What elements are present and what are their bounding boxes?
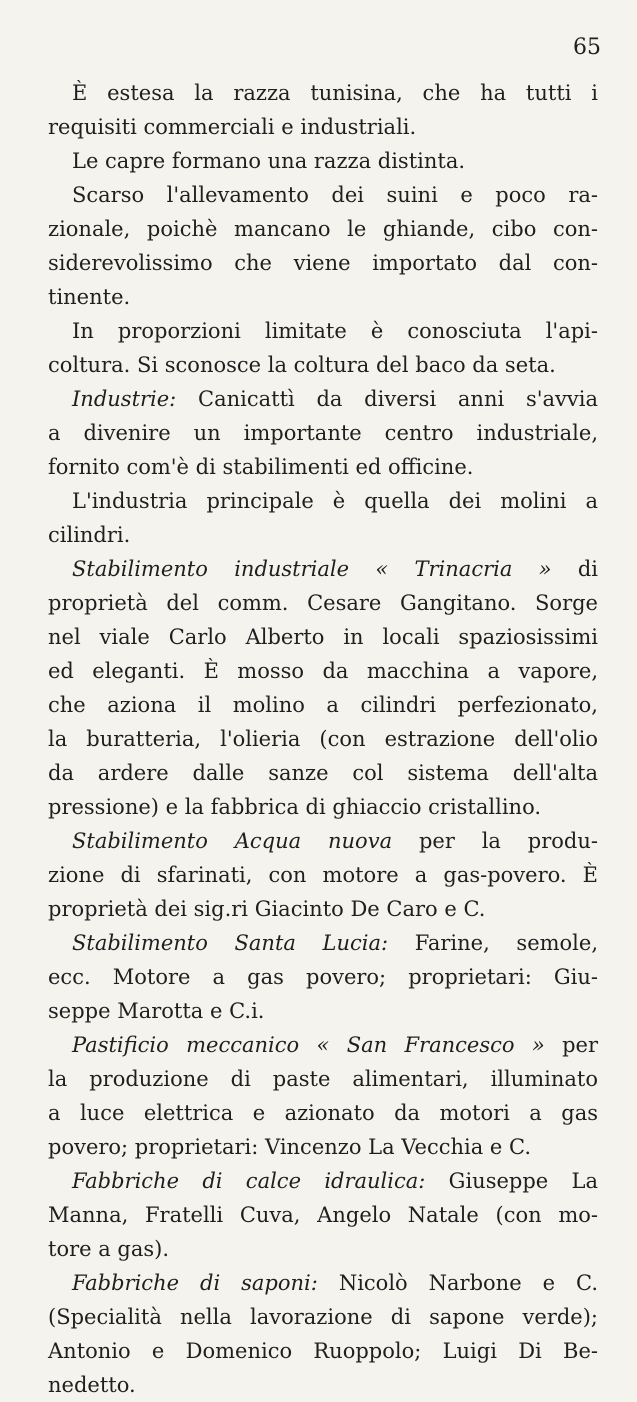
italic-heading: Fabbriche di saponi: — [72, 1271, 318, 1295]
italic-heading: Industrie: — [72, 387, 177, 411]
paragraph — [48, 552, 598, 824]
line-text: Giuseppe La — [425, 1169, 598, 1193]
text-line — [48, 110, 598, 144]
paragraph — [48, 178, 598, 314]
line-text: proprietà dei sig.ri Giacinto De Caro e C. — [48, 897, 486, 921]
paragraph — [48, 824, 598, 926]
line-text: Manna, Fratelli Cuva, Angelo Natale (con mo- — [48, 1203, 598, 1227]
text-line — [48, 620, 598, 654]
paragraph — [48, 314, 598, 382]
text-line — [48, 688, 598, 722]
line-text: a divenire un importante centro industriale, — [48, 421, 598, 445]
text-line — [48, 858, 598, 892]
paragraph — [48, 382, 598, 484]
line-text: È estesa la razza tunisina, che ha tutti i — [72, 81, 598, 105]
text-line — [48, 824, 598, 858]
line-text: per la produ- — [392, 829, 598, 853]
text-line — [48, 280, 598, 314]
line-text: la produzione di paste alimentari, illuminato — [48, 1067, 598, 1091]
line-text: siderevolissimo che viene importato dal con- — [48, 251, 598, 275]
text-line — [48, 518, 598, 552]
line-text: la buratteria, l'olieria (con estrazione dell'olio — [48, 727, 598, 751]
line-text: a luce elettrica e azionato da motori a gas — [48, 1101, 598, 1125]
line-text: fornito com'è di stabilimenti ed officine. — [48, 455, 474, 479]
line-text: di — [551, 557, 599, 581]
italic-heading: Stabilimento Santa Lucia: — [72, 931, 389, 955]
text-line — [48, 654, 598, 688]
paragraph — [48, 1028, 598, 1164]
text-line — [48, 1130, 598, 1164]
line-text: da ardere dalle sanze col sistema dell'alta — [48, 761, 598, 785]
line-text: Scarso l'allevamento dei suini e poco ra- — [72, 183, 598, 207]
line-text: pressione) e la fabbrica di ghiaccio cristallino. — [48, 795, 542, 819]
text-line — [48, 1300, 598, 1334]
line-text: povero; proprietari: Vincenzo La Vecchia e C. — [48, 1135, 532, 1159]
line-text: Antonio e Domenico Ruoppolo; Luigi Di Be- — [48, 1339, 598, 1363]
line-text: nel viale Carlo Alberto in locali spaziosissimi — [48, 625, 598, 649]
paragraph — [48, 1164, 598, 1266]
text-line — [48, 484, 598, 518]
paragraph — [48, 926, 598, 1028]
line-text: che aziona il molino a cilindri perfezionato, — [48, 693, 598, 717]
text-line — [48, 960, 598, 994]
line-text: cilindri. — [48, 523, 131, 547]
paragraph — [48, 144, 598, 178]
text-line — [48, 1028, 598, 1062]
text-line — [48, 382, 598, 416]
line-text: ed eleganti. È mosso da macchina a vapore, — [48, 659, 598, 683]
italic-heading: Stabilimento industriale « Trinacria » — [72, 557, 552, 581]
text-line — [48, 756, 598, 790]
line-text: Farine, semole, — [388, 931, 598, 955]
page-text — [48, 76, 598, 1402]
line-text: Canicattì da diversi anni s'avvia — [176, 387, 598, 411]
text-line — [48, 994, 598, 1028]
line-text: proprietà del comm. Cesare Gangitano. Sorge — [48, 591, 598, 615]
italic-heading: Fabbriche di calce idraulica: — [72, 1169, 426, 1193]
line-text: requisiti commerciali e industriali. — [48, 115, 417, 139]
line-text: seppe Marotta e C.i. — [48, 999, 265, 1023]
line-text: (Specialità nella lavorazione di sapone verde); — [48, 1305, 598, 1329]
text-line — [48, 790, 598, 824]
line-text: tore a gas). — [48, 1237, 170, 1261]
text-line — [48, 76, 598, 110]
paragraph — [48, 76, 598, 144]
text-line — [48, 1198, 598, 1232]
line-text: Le capre formano una razza distinta. — [72, 149, 466, 173]
line-text: coltura. Si sconosce la coltura del baco da seta. — [48, 353, 556, 377]
italic-heading: Stabilimento Acqua nuova — [72, 829, 393, 853]
text-line — [48, 450, 598, 484]
text-line — [48, 586, 598, 620]
text-line — [48, 722, 598, 756]
text-line — [48, 348, 598, 382]
text-line — [48, 178, 598, 212]
italic-heading: Pastificio meccanico « San Francesco » — [72, 1033, 545, 1057]
text-line — [48, 892, 598, 926]
text-line — [48, 416, 598, 450]
text-line — [48, 1164, 598, 1198]
text-line — [48, 552, 598, 586]
text-line — [48, 1334, 598, 1368]
line-text: tinente. — [48, 285, 131, 309]
line-text: per — [544, 1033, 598, 1057]
text-line — [48, 926, 598, 960]
text-line — [48, 144, 598, 178]
text-line — [48, 1266, 598, 1300]
line-text: In proporzioni limitate è conosciuta l'api- — [72, 319, 598, 343]
text-line — [48, 1096, 598, 1130]
line-text: L'industria principale è quella dei molini a — [72, 489, 598, 513]
paragraph — [48, 484, 598, 552]
text-line — [48, 246, 598, 280]
paragraph — [48, 1266, 598, 1402]
line-text: zionale, poichè mancano le ghiande, cibo con- — [48, 217, 598, 241]
line-text: zione di sfarinati, con motore a gas-povero. È — [48, 863, 598, 887]
text-line — [48, 212, 598, 246]
line-text: ecc. Motore a gas povero; proprietari: Giu- — [48, 965, 598, 989]
text-line — [48, 314, 598, 348]
line-text: nedetto. — [48, 1373, 136, 1397]
page-number: 65 — [573, 35, 601, 60]
text-line — [48, 1062, 598, 1096]
text-line — [48, 1232, 598, 1266]
line-text: Nicolò Narbone e C. — [317, 1271, 599, 1295]
text-line — [48, 1368, 598, 1402]
